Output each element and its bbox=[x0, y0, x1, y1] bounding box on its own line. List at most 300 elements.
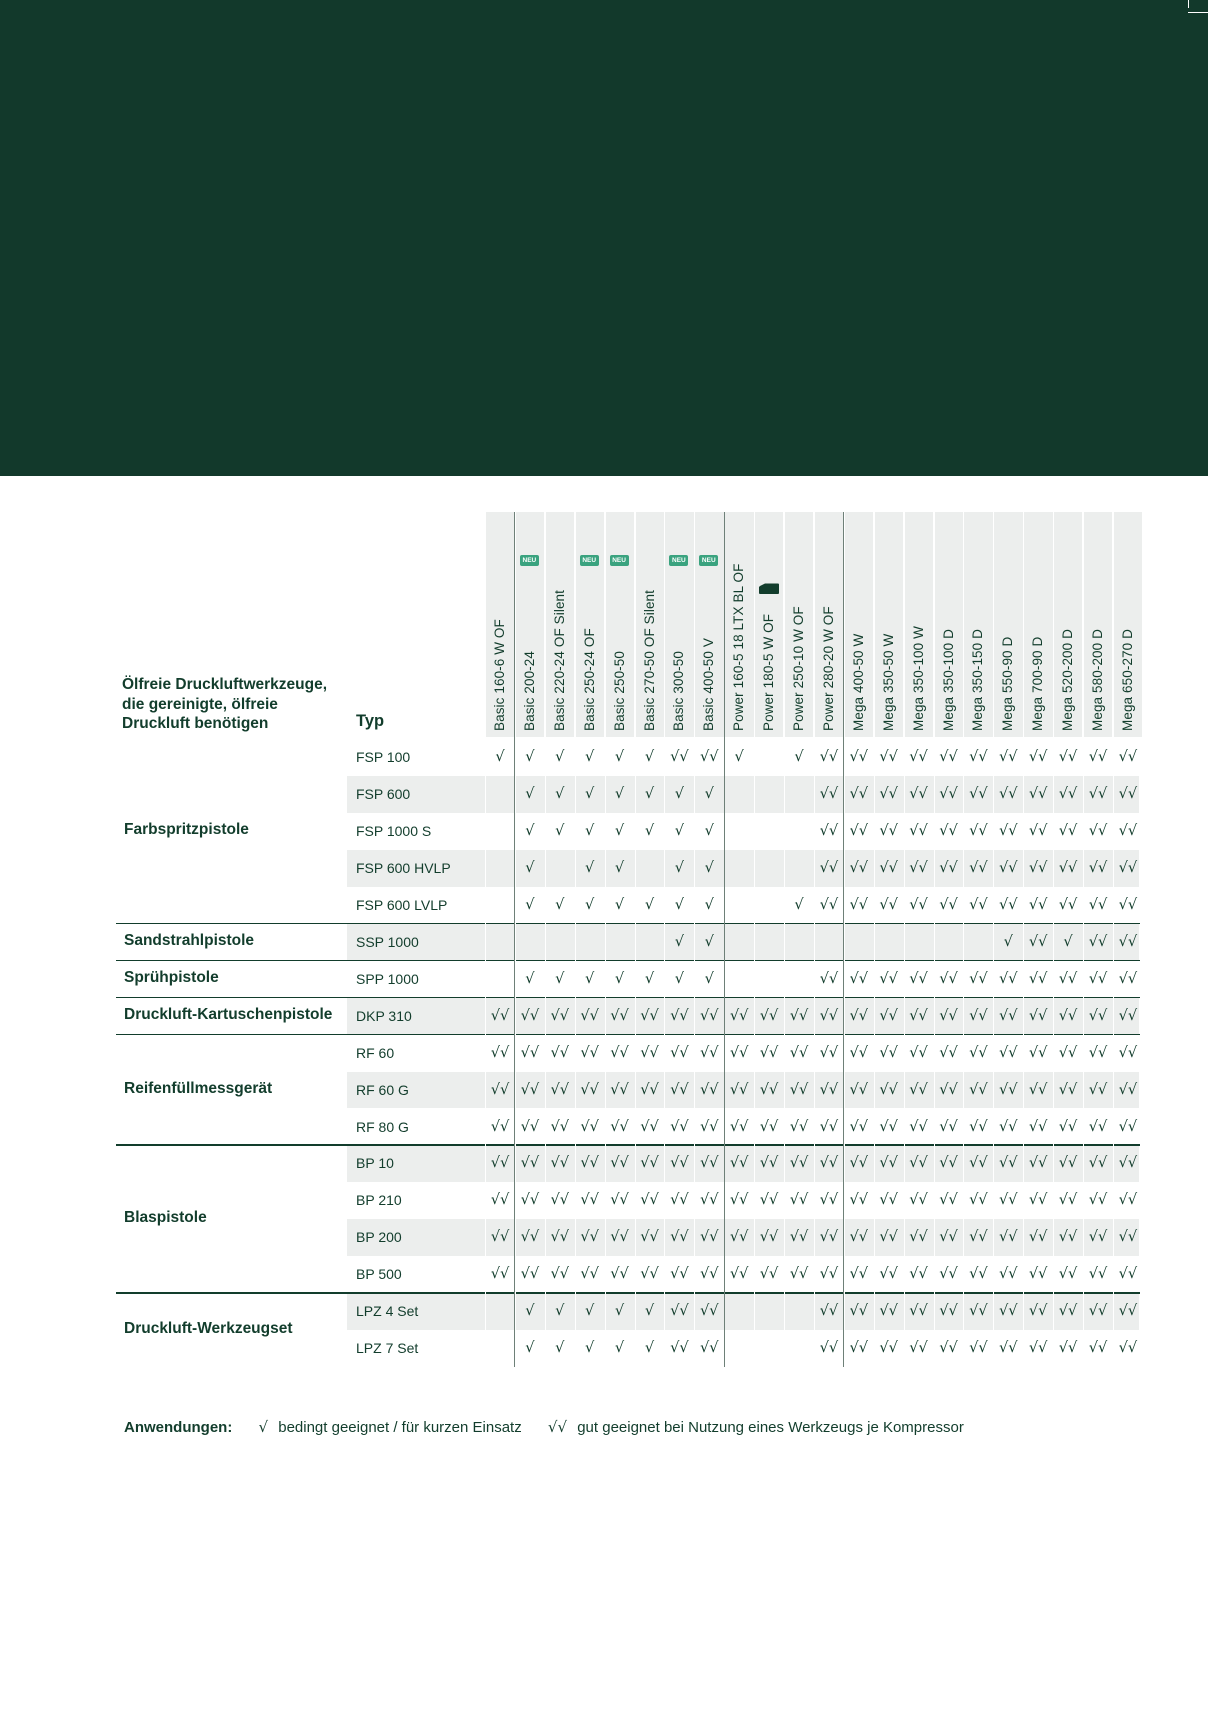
double-check-cell: √√ bbox=[490, 1081, 510, 1098]
double-check-cell: √√ bbox=[909, 749, 928, 765]
double-check-cell: √√ bbox=[1088, 1007, 1108, 1024]
double-check-cell: √√ bbox=[670, 749, 689, 765]
double-check-cell: √√ bbox=[909, 1007, 928, 1024]
double-check-cell: √√ bbox=[969, 1266, 988, 1283]
double-check-cell: √√ bbox=[909, 970, 928, 987]
double-check-cell: √√ bbox=[490, 1118, 510, 1135]
single-check-cell: √ bbox=[555, 970, 565, 987]
double-check-cell: √√ bbox=[849, 1192, 868, 1209]
single-check-cell: √ bbox=[704, 933, 714, 950]
double-check-cell: √√ bbox=[759, 1266, 779, 1283]
double-check-cell: √√ bbox=[1118, 970, 1138, 987]
double-check-cell: √√ bbox=[999, 749, 1018, 765]
double-check-cell: √√ bbox=[640, 1081, 659, 1098]
double-check-cell: √√ bbox=[939, 1266, 958, 1283]
column-gap bbox=[605, 512, 606, 1367]
double-check-cell: √√ bbox=[789, 1192, 809, 1209]
double-check-cell: √√ bbox=[1118, 822, 1138, 839]
double-check-cell: √√ bbox=[670, 1340, 689, 1357]
single-check-cell: √ bbox=[614, 1340, 625, 1357]
double-check-cell: √√ bbox=[879, 1155, 898, 1172]
single-check-cell: √ bbox=[794, 749, 804, 765]
double-check-cell: √√ bbox=[700, 1266, 719, 1283]
double-check-cell: √√ bbox=[969, 896, 988, 913]
legend-single-text: bedingt geeignet / für kurzen Einsatz bbox=[278, 1419, 522, 1436]
double-check-cell: √√ bbox=[789, 1007, 809, 1024]
double-check-cell: √√ bbox=[999, 1266, 1018, 1283]
legend-double-check-icon: √√ bbox=[547, 1418, 568, 1436]
double-check-cell: √√ bbox=[909, 1081, 928, 1098]
double-check-cell: √√ bbox=[939, 1007, 958, 1024]
empty-cell bbox=[485, 813, 515, 850]
single-check-cell: √ bbox=[555, 1340, 565, 1357]
empty-cell bbox=[784, 924, 814, 961]
crop-mark bbox=[1188, 12, 1208, 13]
single-check-cell: √ bbox=[644, 785, 655, 802]
row-type-label: BP 210 bbox=[356, 1192, 402, 1209]
double-check-cell: √√ bbox=[640, 1192, 659, 1209]
double-check-cell: √√ bbox=[999, 785, 1018, 802]
double-check-cell: √√ bbox=[580, 1192, 599, 1209]
double-check-cell: √√ bbox=[969, 859, 988, 876]
column-gap bbox=[485, 512, 486, 1367]
group-label: Sprühpistole bbox=[124, 969, 219, 987]
double-check-cell: √√ bbox=[939, 1118, 958, 1135]
double-check-cell: √√ bbox=[849, 749, 868, 765]
row-type-label: SPP 1000 bbox=[356, 970, 419, 987]
double-check-cell: √√ bbox=[1058, 970, 1078, 987]
double-check-cell: √√ bbox=[670, 1118, 689, 1135]
column-header-label: Mega 650-270 D bbox=[1119, 629, 1135, 731]
double-check-cell: √√ bbox=[700, 1192, 719, 1209]
single-check-cell: √ bbox=[794, 896, 804, 913]
double-check-cell: √√ bbox=[1118, 1229, 1138, 1246]
double-check-cell: √√ bbox=[1088, 1192, 1108, 1209]
double-check-cell: √√ bbox=[1118, 933, 1138, 950]
double-check-cell: √√ bbox=[1028, 859, 1048, 876]
double-check-cell: √√ bbox=[1058, 1303, 1078, 1320]
double-check-cell: √√ bbox=[849, 1303, 868, 1320]
empty-cell bbox=[545, 924, 575, 961]
double-check-cell: √√ bbox=[879, 785, 898, 802]
double-check-cell: √√ bbox=[610, 1229, 629, 1246]
double-check-cell: √√ bbox=[879, 749, 898, 765]
single-check-cell: √ bbox=[644, 1340, 655, 1357]
double-check-cell: √√ bbox=[759, 1044, 779, 1061]
double-check-cell: √√ bbox=[700, 1155, 719, 1172]
intro-line: Ölfreie Druckluftwerkzeuge, bbox=[122, 676, 328, 693]
empty-cell bbox=[485, 776, 515, 813]
double-check-cell: √√ bbox=[1058, 896, 1078, 913]
empty-cell bbox=[515, 924, 545, 961]
single-check-cell: √ bbox=[674, 785, 684, 802]
column-gap bbox=[1113, 512, 1114, 1367]
double-check-cell: √√ bbox=[1088, 1118, 1108, 1135]
double-check-cell: √√ bbox=[1028, 1118, 1048, 1135]
double-check-cell: √√ bbox=[490, 1007, 510, 1024]
double-check-cell: √√ bbox=[849, 896, 868, 913]
single-check-cell: √ bbox=[674, 859, 684, 876]
new-badge: NEU bbox=[699, 555, 718, 566]
group-separator bbox=[116, 923, 1140, 925]
double-check-cell: √√ bbox=[670, 1266, 689, 1283]
column-header-label: Power 160-5 18 LTX BL OF bbox=[731, 563, 747, 731]
table-row bbox=[347, 961, 1139, 998]
table-row bbox=[347, 1072, 1139, 1109]
double-check-cell: √√ bbox=[520, 1081, 540, 1098]
single-check-cell: √ bbox=[614, 970, 625, 987]
double-check-cell: √√ bbox=[1088, 1340, 1108, 1357]
table-row bbox=[347, 1293, 1139, 1330]
double-check-cell: √√ bbox=[729, 1266, 749, 1283]
table-row bbox=[347, 1109, 1139, 1146]
column-header-label: Mega 350-100 D bbox=[940, 629, 956, 731]
column-header-label: Basic 250-24 OF bbox=[581, 628, 597, 731]
double-check-cell: √√ bbox=[520, 1155, 540, 1172]
column-header-label: Basic 160-6 W OF bbox=[492, 619, 507, 731]
double-check-cell: √√ bbox=[1028, 1044, 1048, 1061]
double-check-cell: √√ bbox=[610, 1266, 629, 1283]
single-check-cell: √ bbox=[734, 749, 744, 765]
row-type-label: RF 80 G bbox=[356, 1118, 409, 1135]
empty-cell bbox=[784, 961, 814, 998]
double-check-cell: √√ bbox=[670, 1081, 689, 1098]
single-check-cell: √ bbox=[614, 896, 625, 913]
double-check-cell: √√ bbox=[610, 1007, 629, 1024]
double-check-cell: √√ bbox=[1118, 1303, 1138, 1320]
row-type-label: LPZ 4 Set bbox=[356, 1303, 419, 1320]
double-check-cell: √√ bbox=[700, 1340, 719, 1357]
double-check-cell: √√ bbox=[1058, 1229, 1078, 1246]
single-check-cell: √ bbox=[1003, 933, 1013, 950]
double-check-cell: √√ bbox=[520, 1118, 540, 1135]
double-check-cell: √√ bbox=[999, 859, 1018, 876]
double-check-cell: √√ bbox=[969, 1340, 988, 1357]
empty-cell bbox=[485, 1330, 515, 1367]
single-check-cell: √ bbox=[674, 970, 684, 987]
double-check-cell: √√ bbox=[849, 1118, 868, 1135]
double-check-cell: √√ bbox=[879, 859, 898, 876]
double-check-cell: √√ bbox=[969, 1192, 988, 1209]
double-check-cell: √√ bbox=[909, 1266, 928, 1283]
double-check-cell: √√ bbox=[1058, 1007, 1078, 1024]
double-check-cell: √√ bbox=[640, 1266, 659, 1283]
double-check-cell: √√ bbox=[580, 1155, 599, 1172]
table-row bbox=[347, 924, 1139, 961]
double-check-cell: √√ bbox=[999, 1192, 1018, 1209]
double-check-cell: √√ bbox=[789, 1044, 809, 1061]
row-type-label: FSP 600 bbox=[356, 785, 411, 802]
column-gap bbox=[575, 512, 576, 1367]
column-header-label: Mega 580-200 D bbox=[1090, 629, 1105, 731]
double-check-cell: √√ bbox=[640, 1155, 659, 1172]
double-check-cell: √√ bbox=[849, 1044, 868, 1061]
table-row bbox=[347, 1035, 1139, 1072]
double-check-cell: √√ bbox=[1058, 785, 1078, 802]
column-gap bbox=[934, 512, 935, 1367]
double-check-cell: √√ bbox=[759, 1081, 779, 1098]
single-check-cell: √ bbox=[644, 749, 655, 765]
double-check-cell: √√ bbox=[879, 1007, 898, 1024]
legend-label: Anwendungen: bbox=[124, 1419, 233, 1436]
column-gap bbox=[1083, 512, 1084, 1367]
single-check-cell: √ bbox=[585, 785, 595, 802]
double-check-cell: √√ bbox=[879, 1044, 898, 1061]
double-check-cell: √√ bbox=[1088, 749, 1108, 765]
new-badge: NEU bbox=[610, 555, 629, 566]
double-check-cell: √√ bbox=[999, 1340, 1018, 1357]
row-type-label: RF 60 G bbox=[356, 1081, 409, 1098]
double-check-cell: √√ bbox=[939, 1229, 958, 1246]
double-check-cell: √√ bbox=[849, 1340, 868, 1357]
column-gap bbox=[963, 512, 964, 1367]
empty-cell bbox=[754, 887, 784, 924]
double-check-cell: √√ bbox=[1118, 1118, 1138, 1135]
double-check-cell: √√ bbox=[1088, 1266, 1108, 1283]
double-check-cell: √√ bbox=[729, 1192, 749, 1209]
empty-cell bbox=[485, 850, 515, 887]
double-check-cell: √√ bbox=[819, 1118, 839, 1135]
double-check-cell: √√ bbox=[939, 1081, 958, 1098]
double-check-cell: √√ bbox=[580, 1118, 599, 1135]
empty-cell bbox=[754, 739, 784, 776]
double-check-cell: √√ bbox=[490, 1266, 510, 1283]
single-check-cell: √ bbox=[555, 896, 565, 913]
double-check-cell: √√ bbox=[550, 1007, 569, 1024]
double-check-cell: √√ bbox=[819, 1303, 839, 1320]
double-check-cell: √√ bbox=[849, 822, 868, 839]
double-check-cell: √√ bbox=[879, 1229, 898, 1246]
single-check-cell: √ bbox=[674, 933, 684, 950]
empty-cell bbox=[485, 887, 515, 924]
single-check-cell: √ bbox=[525, 1340, 535, 1357]
double-check-cell: √√ bbox=[819, 1155, 839, 1172]
double-check-cell: √√ bbox=[520, 1229, 540, 1246]
double-check-cell: √√ bbox=[879, 1340, 898, 1357]
family-divider bbox=[514, 512, 515, 1367]
double-check-cell: √√ bbox=[520, 1266, 540, 1283]
double-check-cell: √√ bbox=[670, 1007, 689, 1024]
double-check-cell: √√ bbox=[1058, 1155, 1078, 1172]
column-header-label: Mega 520-200 D bbox=[1060, 629, 1076, 731]
double-check-cell: √√ bbox=[729, 1118, 749, 1135]
double-check-cell: √√ bbox=[909, 1229, 928, 1246]
double-check-cell: √√ bbox=[1028, 1340, 1048, 1357]
double-check-cell: √√ bbox=[879, 1081, 898, 1098]
double-check-cell: √√ bbox=[1088, 785, 1108, 802]
double-check-cell: √√ bbox=[640, 1044, 659, 1061]
double-check-cell: √√ bbox=[819, 970, 839, 987]
double-check-cell: √√ bbox=[969, 1007, 988, 1024]
single-check-cell: √ bbox=[555, 785, 565, 802]
group-label: Blaspistole bbox=[124, 1209, 207, 1227]
column-header-label: Power 280-20 W OF bbox=[820, 606, 836, 731]
double-check-cell: √√ bbox=[789, 1229, 809, 1246]
double-check-cell: √√ bbox=[670, 1044, 689, 1061]
double-check-cell: √√ bbox=[550, 1192, 569, 1209]
double-check-cell: √√ bbox=[610, 1155, 629, 1172]
double-check-cell: √√ bbox=[1028, 1081, 1048, 1098]
single-check-cell: √ bbox=[585, 1340, 595, 1357]
double-check-cell: √√ bbox=[879, 1266, 898, 1283]
double-check-cell: √√ bbox=[999, 1081, 1018, 1098]
column-header-label: Basic 270-50 OF Silent bbox=[641, 589, 657, 731]
single-check-cell: √ bbox=[585, 822, 595, 839]
double-check-cell: √√ bbox=[1088, 1155, 1108, 1172]
single-check-cell: √ bbox=[704, 785, 714, 802]
double-check-cell: √√ bbox=[550, 1229, 569, 1246]
intro-line: die gereinigte, ölfreie bbox=[122, 695, 278, 713]
double-check-cell: √√ bbox=[1118, 1044, 1138, 1061]
double-check-cell: √√ bbox=[969, 1081, 988, 1098]
double-check-cell: √√ bbox=[789, 1081, 809, 1098]
single-check-cell: √ bbox=[525, 822, 535, 839]
double-check-cell: √√ bbox=[729, 1229, 749, 1246]
double-check-cell: √√ bbox=[490, 1155, 510, 1172]
table-row bbox=[347, 887, 1139, 924]
double-check-cell: √√ bbox=[939, 785, 958, 802]
double-check-cell: √√ bbox=[969, 1155, 988, 1172]
group-separator bbox=[116, 1034, 1140, 1036]
column-header-label: Power 180-5 W OF bbox=[761, 613, 777, 731]
legend-single-check-icon: √ bbox=[258, 1418, 269, 1436]
empty-cell bbox=[724, 887, 754, 924]
double-check-cell: √√ bbox=[580, 1007, 599, 1024]
double-check-cell: √√ bbox=[670, 1192, 689, 1209]
row-type-label: SSP 1000 bbox=[356, 933, 419, 950]
empty-cell bbox=[635, 924, 665, 961]
group-separator bbox=[116, 1144, 1140, 1146]
family-divider bbox=[724, 512, 725, 1367]
double-check-cell: √√ bbox=[999, 1303, 1018, 1320]
empty-cell bbox=[754, 924, 784, 961]
empty-cell bbox=[545, 850, 575, 887]
single-check-cell: √ bbox=[525, 896, 535, 913]
double-check-cell: √√ bbox=[969, 822, 988, 839]
double-check-cell: √√ bbox=[670, 1155, 689, 1172]
double-check-cell: √√ bbox=[1058, 1044, 1078, 1061]
column-header-label: Basic 250-50 bbox=[611, 651, 627, 731]
empty-cell bbox=[575, 924, 605, 961]
single-check-cell: √ bbox=[704, 896, 714, 913]
double-check-cell: √√ bbox=[849, 1229, 868, 1246]
table-row bbox=[347, 776, 1139, 813]
group-label: Druckluft-Kartuschenpistole bbox=[124, 1006, 333, 1024]
double-check-cell: √√ bbox=[819, 749, 839, 765]
empty-cell bbox=[724, 813, 754, 850]
double-check-cell: √√ bbox=[819, 1340, 839, 1357]
column-header-label: Mega 550-90 D bbox=[1000, 636, 1016, 731]
double-check-cell: √√ bbox=[550, 1081, 569, 1098]
table-row bbox=[347, 1145, 1139, 1182]
group-label: Reifenfüllmessgerät bbox=[124, 1080, 273, 1098]
double-check-cell: √√ bbox=[909, 1192, 928, 1209]
double-check-cell: √√ bbox=[1028, 1303, 1048, 1320]
column-header-label: Mega 350-100 W bbox=[910, 626, 926, 731]
double-check-cell: √√ bbox=[999, 1155, 1018, 1172]
double-check-cell: √√ bbox=[969, 749, 988, 765]
double-check-cell: √√ bbox=[879, 896, 898, 913]
column-header-label: Power 250-10 W OF bbox=[791, 606, 806, 731]
double-check-cell: √√ bbox=[999, 970, 1018, 987]
double-check-cell: √√ bbox=[1088, 1303, 1108, 1320]
double-check-cell: √√ bbox=[999, 822, 1018, 839]
double-check-cell: √√ bbox=[909, 859, 928, 876]
double-check-cell: √√ bbox=[1028, 1266, 1048, 1283]
empty-cell bbox=[874, 924, 904, 961]
double-check-cell: √√ bbox=[849, 1155, 868, 1172]
double-check-cell: √√ bbox=[939, 1192, 958, 1209]
double-check-cell: √√ bbox=[610, 1118, 629, 1135]
column-gap bbox=[874, 512, 875, 1367]
double-check-cell: √√ bbox=[700, 1007, 719, 1024]
empty-cell bbox=[784, 813, 814, 850]
double-check-cell: √√ bbox=[1028, 1007, 1048, 1024]
double-check-cell: √√ bbox=[1028, 822, 1048, 839]
double-check-cell: √√ bbox=[789, 1118, 809, 1135]
table-row bbox=[347, 998, 1139, 1035]
row-type-label: FSP 600 HVLP bbox=[356, 859, 451, 876]
single-check-cell: √ bbox=[704, 970, 714, 987]
row-type-label: FSP 1000 S bbox=[356, 822, 432, 839]
empty-cell bbox=[784, 850, 814, 887]
empty-cell bbox=[485, 1293, 515, 1330]
double-check-cell: √√ bbox=[909, 1340, 928, 1357]
double-check-cell: √√ bbox=[1058, 1081, 1078, 1098]
single-check-cell: √ bbox=[614, 1303, 625, 1320]
single-check-cell: √ bbox=[614, 749, 625, 765]
double-check-cell: √√ bbox=[849, 1081, 868, 1098]
empty-cell bbox=[724, 1330, 754, 1367]
double-check-cell: √√ bbox=[909, 1155, 928, 1172]
group-label: Druckluft-Werkzeugset bbox=[124, 1320, 293, 1338]
table-intro bbox=[122, 675, 347, 734]
empty-cell bbox=[844, 924, 874, 961]
double-check-cell: √√ bbox=[1028, 785, 1048, 802]
column-header-label: Basic 300-50 bbox=[671, 651, 687, 731]
column-header-label: Basic 400-50 V bbox=[701, 638, 717, 731]
empty-cell bbox=[904, 924, 934, 961]
double-check-cell: √√ bbox=[969, 970, 988, 987]
table-row bbox=[347, 813, 1139, 850]
double-check-cell: √√ bbox=[670, 1229, 689, 1246]
empty-cell bbox=[485, 924, 515, 961]
double-check-cell: √√ bbox=[490, 1044, 510, 1061]
double-check-cell: √√ bbox=[610, 1081, 629, 1098]
column-gap bbox=[904, 512, 905, 1367]
single-check-cell: √ bbox=[585, 749, 595, 765]
double-check-cell: √√ bbox=[729, 1081, 749, 1098]
double-check-cell: √√ bbox=[999, 1044, 1018, 1061]
double-check-cell: √√ bbox=[1118, 1340, 1138, 1357]
double-check-cell: √√ bbox=[939, 822, 958, 839]
double-check-cell: √√ bbox=[550, 1118, 569, 1135]
double-check-cell: √√ bbox=[819, 859, 839, 876]
double-check-cell: √√ bbox=[879, 970, 898, 987]
single-check-cell: √ bbox=[555, 749, 565, 765]
column-gap bbox=[694, 512, 695, 1367]
group-label: Farbspritzpistole bbox=[124, 821, 249, 839]
family-divider bbox=[843, 512, 844, 1367]
row-type-label: BP 10 bbox=[356, 1155, 394, 1172]
double-check-cell: √√ bbox=[969, 1044, 988, 1061]
table-row bbox=[347, 1219, 1139, 1256]
single-check-cell: √ bbox=[525, 785, 535, 802]
single-check-cell: √ bbox=[644, 896, 655, 913]
double-check-cell: √√ bbox=[849, 785, 868, 802]
double-check-cell: √√ bbox=[969, 785, 988, 802]
single-check-cell: √ bbox=[495, 749, 505, 765]
